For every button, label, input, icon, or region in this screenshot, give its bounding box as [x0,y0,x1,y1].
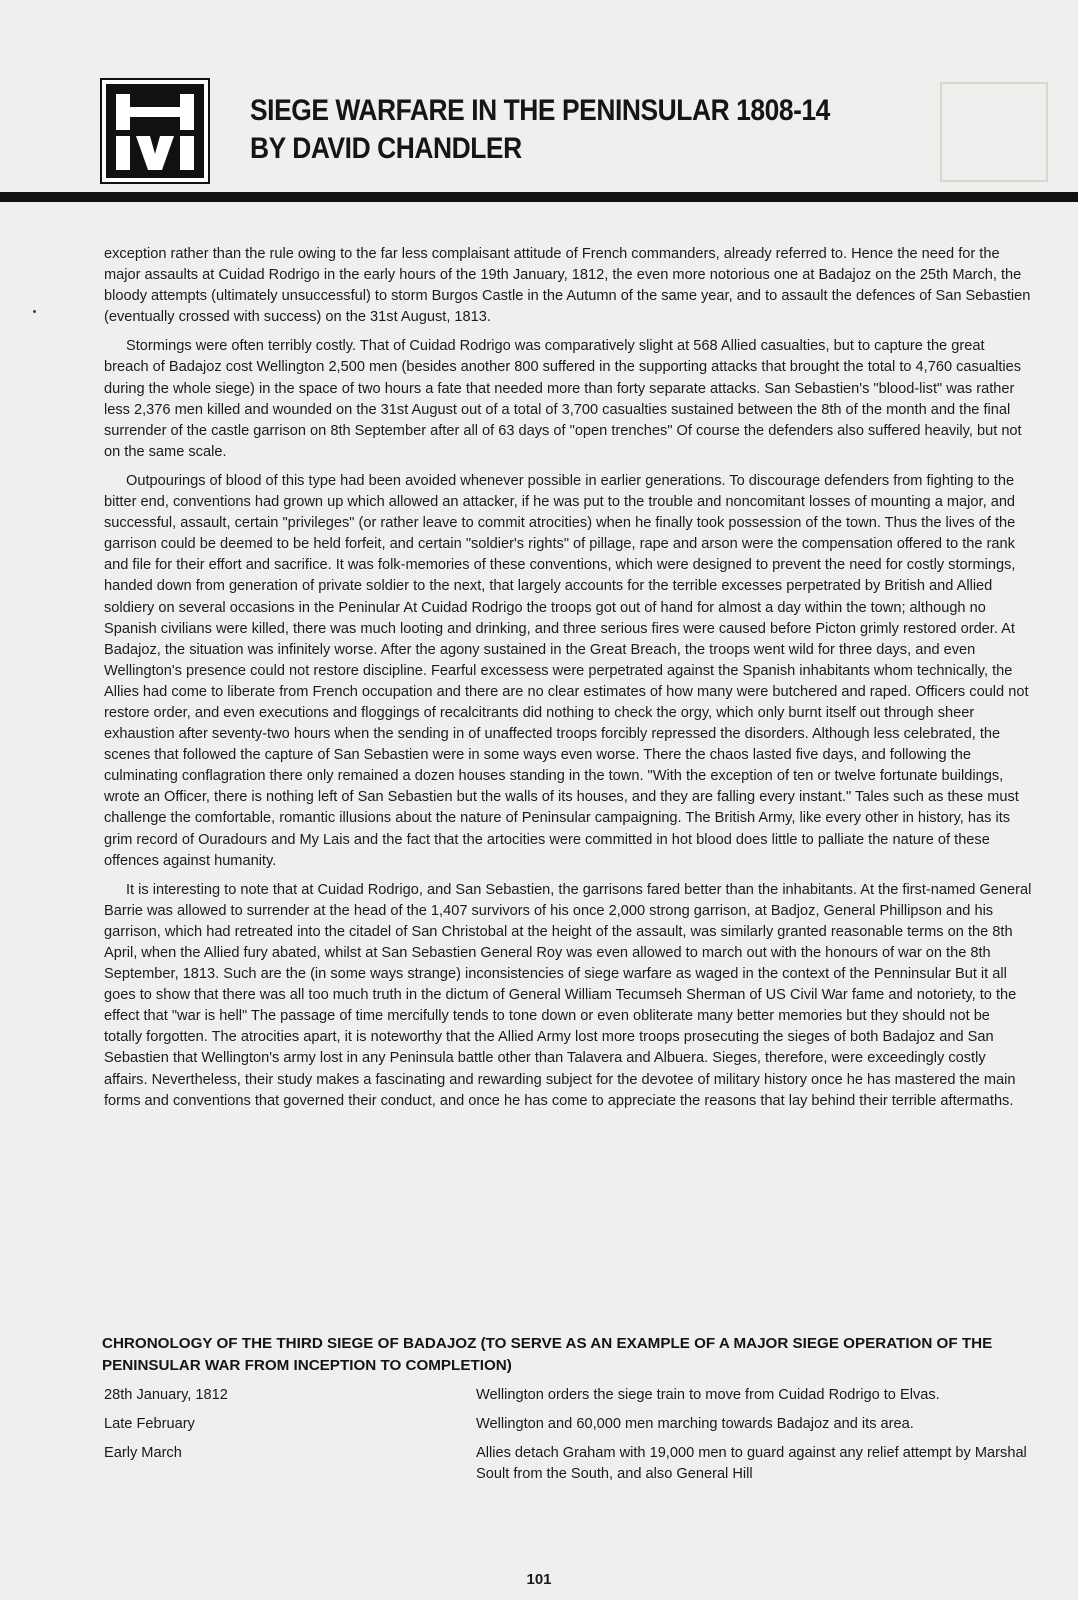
paragraph: Outpourings of blood of this type had been avoided whenever possible in earlier generations. To discourage defenders from fighting to the bitter end, conventions had grown up which allowed an attacker, if he was put to the trouble and noncomitant losses of mounting a major, and successful, assault, certain "privileges" (or rather leave to commit atrocities) when he finally took possession of the town. Thus the lives of the garrison could be deemed to be held forfeit, and certain "soldier's rights" of pillage, rape and arson were the compensation offered to the rank and file for their effort and sacrifice. It was folk-memories of these conventions, which were designed to prevent the need for costly stormings, handed down from generation of private soldier to the next, that largely accounts for the terrible excesses perpetrated by British and Allied soldiery on several occasions in the Peninular At Cuidad Rodrigo the troops got out of hand for almost a day within the town; although no Spanish civilians were killed, there was much looting and drinking, and three serious fires were caused before Picton grimly restored order. At Badajoz, the situation was infinitely worse. After the agony sustained in the Great Breach, the troops went wild for three days, and even Wellington's presence could not restore discipline. Fearful excessess were perpetrated against the Spanish inhabitants whom technically, the Allies had come to liberate from French occupation and there are no clear estimates of how many were butchered and raped. Officers could not restore order, and even executions and floggings of recalcitrants did nothing to check the orgy, which only burnt itself out through sheer exhaustion after seventy-two hours when the sending in of unaffected troops forcibly repressed the disorders. Although less celebrated, the scenes that followed the capture of San Sebastien were in some ways even worse. There the chaos lasted five days, and following the culminating conflagration there only remained a dozen houses standing in the town. "With the exception of ten or twelve fortunate buildings, wrote an Officer, there is nothing left of San Sebastien but the walls of its houses, and they are falling every instant." Tales such as these must challenge the comfortable, romantic illusions about the nature of Peninsular campaigning. The British Army, like every other in history, has its grim record of Ouradours and My Lais and the fact that the artocities were committed in hot blood does little to palliate the nature of these offences against humanity. [104,472,1029,869]
chronology-list [104,1385,1032,1493]
title-line-1: SIEGE WARFARE IN THE PENINSULAR 1808-14 [250,94,830,127]
entry-event: Allies detach Graham with 19,000 men to guard against any relief attempt by Marshal Soult from the South, and also General Hill [476,1445,1027,1482]
paper-speck [33,310,36,313]
chronology-heading: CHRONOLOGY OF THE THIRD SIEGE OF BADAJOZ (TO SERVE AS AN EXAMPLE OF A MAJOR SIEGE OPERATION OF THE PENINSULAR WAR FROM INCEPTION TO COMPLETION) [102,1335,993,1374]
article-body [104,244,1032,1120]
chronology-entry [104,1414,1032,1435]
header-rule [0,192,1078,202]
page-title [250,92,830,168]
title-line-2: BY DAVID CHANDLER [250,132,522,165]
show-through-logo-icon [940,82,1048,182]
entry-date: Late February [104,1416,195,1432]
page-number: 101 [526,1571,552,1588]
paragraph: Stormings were often terribly costly. That of Cuidad Rodrigo was comparatively slight at 568 Allied casualties, but to capture the great breach of Badajoz cost Wellington 2,500 men (besides another 800 suffered in the supporting attacks that brought the total to 4,760 casualties during the whole siege) in the space of two hours a fate that needed more than forty separate attacks. San Sebastien's "blood-list" was rather less 2,376 men killed and wounded on the 31st August out of a total of 3,700 casualties sustained between the 8th of the month and the final surrender of the castle garrison on 8th September after all of 63 days of "open trenches" Of course the defenders also suffered heavily, but not on the same scale. [104,338,1022,460]
publisher-logo-icon [100,78,210,184]
entry-date: Early March [104,1445,182,1461]
paragraph: exception rather than the rule owing to the far less complaisant attitude of French commanders, already referred to. Hence the need for the major assaults at Cuidad Rodrigo in the early hours of the 19th January, 1812, the even more notorious one at Badajoz on the 25th March, the bloody attempts (ultimately unsuccessful) to storm Burgos Castle in the Autumn of the same year, and to assault the defences of San Sebastien (eventually crossed with success) on the 31st August, 1813. [104,246,1031,326]
entry-date: 28th January, 1812 [104,1387,228,1403]
chronology-entry [104,1443,1032,1485]
chronology-entry [104,1385,1032,1406]
entry-event: Wellington orders the siege train to move from Cuidad Rodrigo to Elvas. [476,1387,940,1403]
header [0,70,1078,198]
paragraph: It is interesting to note that at Cuidad Rodrigo, and San Sebastien, the garrisons fared better than the inhabitants. At the first-named General Barrie was allowed to surrender at the head of the 1,407 survivors of his once 2,000 strong garrison, at Badjoz, General Phillipson and his garrison, which had retreated into the citadel of San Christobal at the height of the assault, was similarly granted reasonable terms on the 8th April, when the Allied fury abated, whilst at San Sebastien General Roy was even allowed to march out with the honours of war on the 8th September, 1813. Such are the (in some ways strange) inconsistencies of siege warfare as waged in the context of the Penninsular But it all goes to show that there was all too much truth in the dictum of General William Tecumseh Sherman of US Civil War fame and notoriety, to the effect that "war is hell" The passage of time mercifully tends to tone down or even obliterate many better memories but they should not be totally forgotten. The atrocities apart, it is noteworthy that the Allied Army lost more troops prosecuting the sieges of both Badajoz and San Sebastien that Wellington's army lost in any Peninsula battle other than Talavera and Albuera. Sieges, therefore, were exceedingly costly affairs. Nevertheless, their study makes a fascinating and rewarding subject for the devotee of military history once he has mastered the main forms and conventions that governed their conduct, and once he has come to appreciate the reasons that lay behind their terrible aftermaths. [104,881,1032,1109]
entry-event: Wellington and 60,000 men marching towards Badajoz and its area. [476,1416,914,1432]
